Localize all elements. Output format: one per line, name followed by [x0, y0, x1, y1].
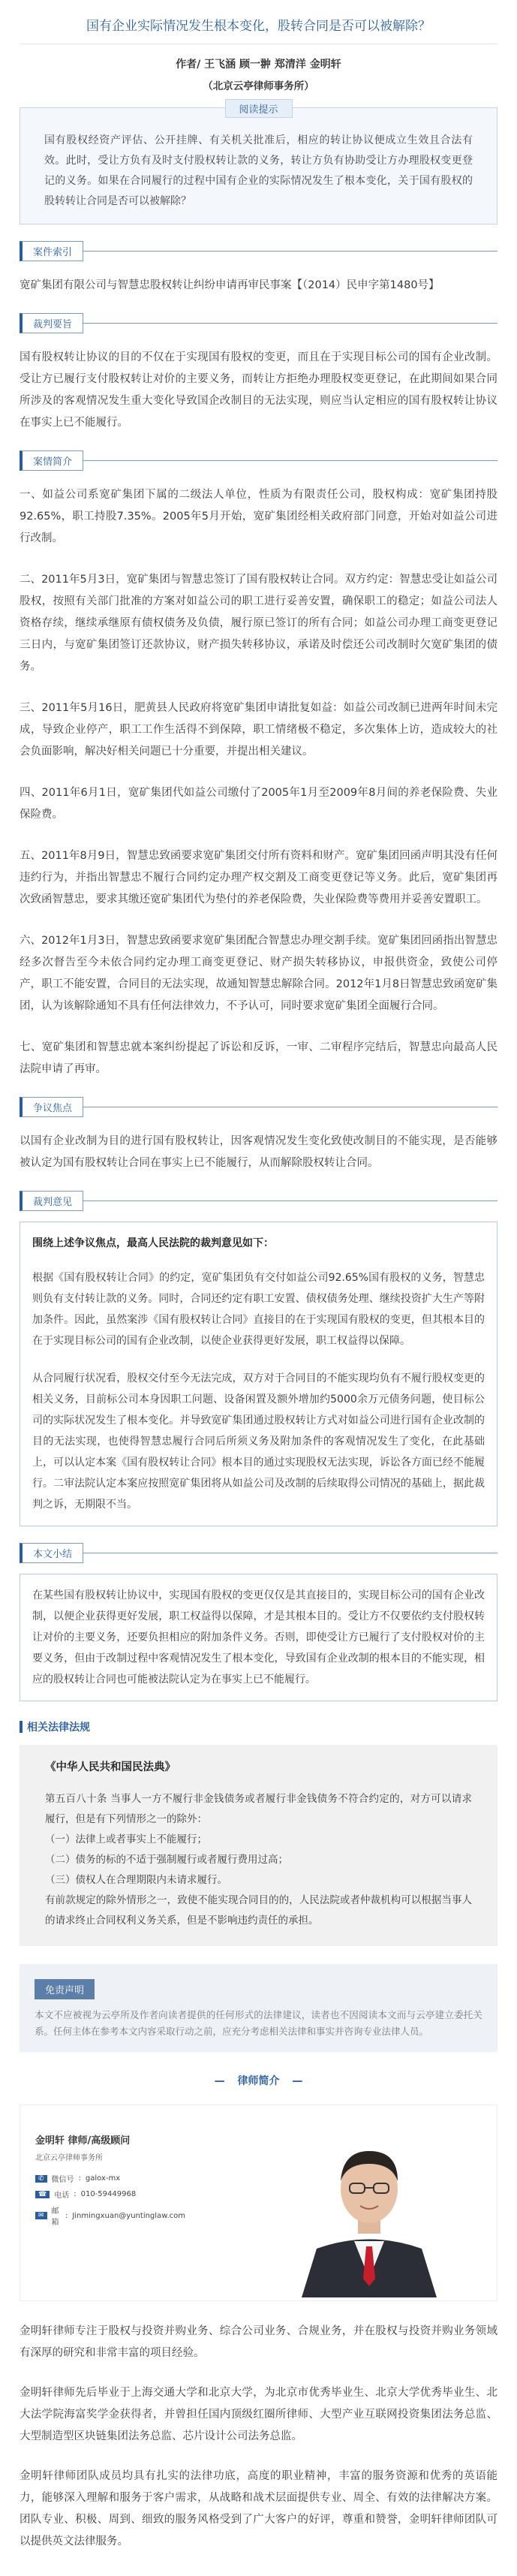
section-dispute: [20, 1097, 497, 1117]
section-rule: [20, 323, 497, 324]
section-heading-case-index: 案件索引: [20, 241, 83, 261]
section-heading-opinion: 裁判意见: [20, 1191, 83, 1211]
facts-paragraph: 三、2011年5月16日，肥黄县人民政府将宽矿集团申请批复如益：如益公司改制已进两年时间未完成，导致企业停产，职工工作生活得不到保障，职工情绪极不稳定，多次集体上访，造成较大的社会负面影响，解决好相关问题已十分重要，并提出相关建议。: [20, 702, 497, 758]
case-number: 宽矿集团有限公司与智慧忠股权转让纠纷申请再审民事案【（2014）民申字第1480号】: [20, 279, 440, 291]
reading-hint-text: 国有股权经资产评估、公开挂牌、有关机关批准后，相应的转让协议便成立生效且合法有效。此时，受让方负有及时支付股权转让款的义务，转让方负有协助受让方办理股权变更登记的义务。如果在合同履行的过程中国有企业的实际情况发生了根本变化，关于国有股权的股转转让合同是否可以被解除？: [44, 134, 473, 207]
reading-hint-tag: 阅读提示: [224, 99, 292, 118]
section-facts: [20, 450, 497, 471]
firm-name: （北京云亭律师事务所）: [203, 80, 314, 92]
comment-box: [20, 1574, 497, 1701]
disclaimer-box: [20, 1964, 497, 2052]
facts-paragraph: 四、2011年6月1日，宽矿集团代如益公司缴付了2005年1月至2009年8月间的养老保险费、失业保险费。: [20, 787, 497, 821]
contact-value: galox-mx: [85, 2174, 121, 2183]
contact-value: 010-59449968: [80, 2190, 137, 2198]
lawyer-contact-row: ✆ 微信号 : galox-mx: [35, 2173, 185, 2184]
section-rule: [20, 460, 497, 461]
lawyer-heading: — 律师简介 —: [214, 2075, 303, 2087]
phone-icon: ☎: [35, 2191, 50, 2198]
section-heading-facts: 案情简介: [20, 450, 83, 471]
opinion-paragraph: 从合同履行状况看，股权交付至今无法完成，双方对于合同目的不能实现均负有不履行股权变更的相关义务，目前标公司本身因职工问题、设备闲置及额外增加约5000余万元债务问题，使目标公司的实际状况发生了根本变化。并导致宽矿集团通过股权转让方式对如益公司进行国有企业改制的目的无法实现，也使得智慧忠履行合同后所须义务及附加条件的客观情况发生了变化，在此基础上，可以认定本案《国有股权转让合同》根本目的通过实现股权无法实现，诉讼各方面已经不能履行。二审法院认定本案应按照宽矿集团将从如益公司及改制的后续取得公司情况的基础上，据此裁判之诉，无期限不当。: [32, 1372, 485, 1511]
law-box: [20, 1745, 497, 1946]
lawyer-card: [20, 2104, 497, 2301]
section-rule: [20, 251, 497, 252]
law-title: 《中华人民共和国民法典》: [45, 1761, 176, 1773]
lawyer-contact-list: [35, 2173, 185, 2227]
reading-hint-box: [20, 104, 497, 224]
lawyer-portrait-icon: [272, 2117, 467, 2297]
lawyer-heading-label: 律师简介: [237, 2075, 280, 2087]
section-judgment-point: [20, 313, 497, 333]
section-comment: [20, 1543, 497, 1563]
law-item: （一）法律上或者事实上不能履行；: [45, 1833, 207, 1845]
lawyer-name: 金明轩 律师/高级顾问: [35, 2135, 131, 2147]
wechat-icon: ✆: [35, 2175, 47, 2183]
disclaimer-tag: 免责声明: [35, 1979, 95, 1999]
lawyer-bio-paragraph: 金明轩律师团队成员均具有扎实的法律功底，高度的职业精神，丰富的服务资源和优秀的英语能力，能够深入理解和服务于客户需求，从战略和战术层面提供专业、周全、有效的法律解决方案。团队专业、积极、周到、细致的服务风格受到了广大客户的好评，尊重和赞誉，金明轩律师团队可以提供英文法律服务。: [20, 2470, 497, 2547]
opinion-paragraph: 根据《国有股权转让合同》的约定，宽矿集团负有交付如益公司92.65%国有股权的义务，智慧忠则负有支付转让款的义务。同时，合同还约定有职工安置、债权债务处理、继续投资扩大生产等附加条件。因此，虽然案涉《国有股权转让合同》直接目的在于实现国有股权的变更，但其根本目的在于实现目标公司的国有企业改制，以使企业获得更好发展，职工权益得以保障。: [32, 1272, 485, 1347]
dispute-text: 以国有企业改制为目的进行国有股权转让，因客观情况发生变化致使改制目的不能实现，是否能够被认定为国有股权转让合同在事实上已不能履行，从而解除股权转让合同。: [20, 1135, 497, 1169]
facts-paragraph: 一、如益公司系宽矿集团下属的二级法人单位，性质为有限责任公司，股权构成：宽矿集团持股92.65%，职工持股7.35%。2005年5月开始，宽矿集团经相关政府部门同意，开始对如益公司进行改制。: [20, 489, 497, 544]
facts-paragraph: 二、2011年5月3日，宽矿集团与智慧忠签订了国有股权转让合同。双方约定：智慧忠受让如益公司股权，按照有关部门批准的方案对如益公司的职工进行妥善安置，确保职工的稳定；如益公司法人资格存续，继续承继原有债权债务及负债，履行原已签订的所有合同；如益公司办理工商变更登记三日内，与宽矿集团签订还款协议，财产损失转移协议，承诺及时偿还公司改制时欠宽矿集团的债务。: [20, 574, 497, 673]
law-article: 第五百八十条 当事人一方不履行非金钱债务或者履行非金钱债务不符合约定的，对方可以请求履行，但是有下列情形之一的除外：: [45, 1793, 472, 1825]
facts-paragraph: 六、2012年1月3日，智慧忠致函要求宽矿集团配合智慧忠办理交割手续。宽矿集团回函指出智慧忠经多次督告至今未依合同约定办理工商变更登记、财产损失转移协议，申报供资金，致使公司停产，职工不能安置，合同目的无法实现，故通知智慧忠解除合同。2012年1月8日智慧忠致函宽矿集团，认为该解除通知不具有任何法律效力，不予认可，同时要求宽矿集团全面履行合同。: [20, 935, 497, 1012]
facts-list: [20, 484, 497, 1080]
law-item: （二）债务的标的不适于强制履行或者履行费用过高；: [45, 1854, 288, 1866]
lawyer-bio-paragraph: 金明轩律师先后毕业于上海交通大学和北京大学，为北京市优秀毕业生、北京大学优秀毕业生、北大法学院海富奖学金获得者，并曾担任国内顶级红圈所律师、大型产业互联网投资集团法务总监、大型制造型区块链集团法务总监、芯片设计公司法务总监。: [20, 2387, 497, 2442]
law-heading: [20, 1719, 497, 1734]
lawyer-firm: 北京云亭律师事务所: [35, 2154, 103, 2162]
facts-paragraph: 五、2011年8月9日，智慧忠致函要求宽矿集团交付所有资料和财产。宽矿集团回函声明其没有任何违约行为，并指出智慧忠不履行合同约定办理产权交割及工商变更登记等义务。此后，宽矿集团再次致函智慧忠，要求其缴还宽矿集团代为垫付的养老保险费，失业保险费等费用并妥善安置职工。: [20, 850, 497, 905]
judgment-point-text: 国有股权转让协议的目的不仅在于实现国有股权的变更，而且在于实现目标公司的国有企业改制。受让方已履行支付股权转让对价的主要义务，而转让方拒绝办理股权变更登记，在此期间如果合同所涉及的客观情况发生重大变化导致国企改制目的无法实现，则应当认定相应的国有股权转让协议在事实上已不能履行。: [20, 351, 497, 429]
contact-value: Jinmingxuan@yuntinglaw.com: [72, 2211, 185, 2220]
contact-label: 邮箱: [51, 2207, 59, 2227]
opinion-box: [20, 1222, 497, 1526]
section-case-index: [20, 241, 497, 261]
contact-label: 电话: [54, 2192, 70, 2200]
lawyer-photo: [272, 2117, 467, 2297]
lawyer-bio-paragraph: 金明轩律师专注于股权与投资并购业务、综合公司业务、合规业务，并在股权与投资并购业务领域有深厚的研究和非常丰富的项目经验。: [20, 2325, 497, 2359]
section-heading-judgment-point: 裁判要旨: [20, 313, 83, 333]
disclaimer-text: 本文不应被视为云亭所及作者向读者提供的任何形式的法律建议，读者也不因阅读本文而与云亭建立委托关系。任何主体在参考本文内容采取行动之前，应充分考虑相关法律和事实并咨询专业法律人员。: [35, 2009, 482, 2037]
section-heading-comment: 本文小结: [20, 1543, 83, 1563]
lawyer-bio: [20, 2321, 497, 2553]
facts-paragraph: 七、宽矿集团和智慧忠就本案纠纷提起了诉讼和反诉，一审、二审程序完结后，智慧忠向最高人民法院申请了再审。: [20, 1041, 497, 1075]
lawyer-contact-row: ☎ 电话 : 010-59449968: [35, 2189, 185, 2200]
mail-icon: ✉: [35, 2212, 47, 2219]
law-tail: 有前款规定的除外情形之一，致使不能实现合同目的的，人民法院或者仲裁机构可以根据当事人的请求终止合同权利义务关系，但是不影响违约责任的承担。: [45, 1894, 472, 1927]
law-item: （三）债权人在合理期限内未请求履行。: [45, 1874, 227, 1886]
lawyer-card-info: [35, 2132, 185, 2231]
lawyer-contact-row: ✉ 邮箱 : Jinmingxuan@yuntinglaw.com: [35, 2204, 185, 2227]
law-heading-bar: [20, 1721, 23, 1733]
authors: 作者/ 王飞涵 顾一翀 郑清洋 金明轩: [176, 59, 341, 71]
contact-label: 微信号: [51, 2176, 74, 2184]
law-heading-label: 相关法律法规: [27, 1722, 90, 1734]
comment-text: 在某些国有股权转让协议中，实现国有股权的变更仅仅是其直接目的，实现目标公司的国有企业改制，以便企业获得更好发展，职工权益得以保障，才是其根本目的。受让方不仅要依约支付股权转让对价的主要义务，还要负担相应的附加条件义务。否则，即使受让方已履行了支付股权对价的主要义务，但由于改制过程中客观情况发生了根本变化，导致国有企业改制的根本目的不能实现，相应的股权转让合同也可能被法院认定为在事实上已不能履行。: [32, 1589, 485, 1686]
opinion-lead: 围绕上述争议焦点，最高人民法院的裁判意见如下：: [32, 1237, 274, 1249]
article-title: 国有企业实际情况发生根本变化，股转合同是否可以被解除？: [86, 19, 431, 34]
section-heading-dispute: 争议焦点: [20, 1097, 83, 1117]
section-opinion: [20, 1191, 497, 1211]
